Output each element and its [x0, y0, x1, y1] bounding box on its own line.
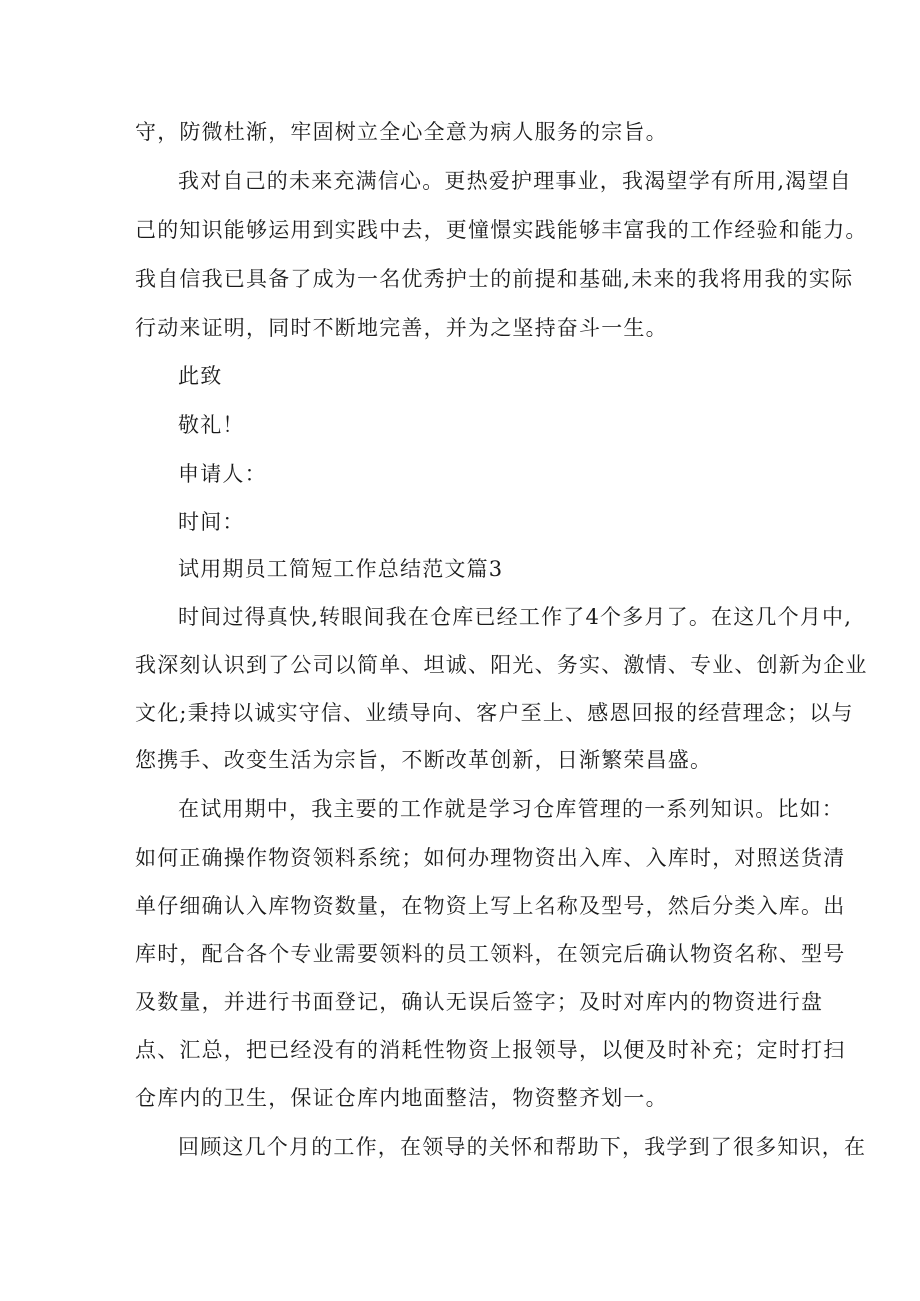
- closing-salutation: 此致: [178, 364, 223, 388]
- text-line: 己的知识能够运用到实践中去，更憧憬实践能够丰富我的工作经验和能力。: [135, 218, 868, 242]
- text-line: 在试用期中，我主要的工作就是学习仓库管理的一系列知识。比如：: [178, 797, 844, 821]
- text-line: 回顾这几个月的工作，在领导的关怀和帮助下，我学到了很多知识，在: [178, 1135, 867, 1159]
- text-line: 单仔细确认入库物资数量，在物资上写上名称及型号，然后分类入库。出: [135, 894, 846, 918]
- text-line: 行动来证明，同时不断地完善，并为之坚持奋斗一生。: [135, 316, 668, 340]
- text-line: 仓库内的卫生，保证仓库内地面整洁，物资整齐划一。: [135, 1086, 668, 1110]
- text-line: 点、汇总，把已经没有的消耗性物资上报领导，以便及时补充；定时打扫: [135, 1038, 846, 1062]
- text-line: 您携手、改变生活为宗旨，不断改革创新，日渐繁荣昌盛。: [135, 748, 713, 772]
- text-line: 我自信我已具备了成为一名优秀护士的前提和基础,未来的我将用我的实际: [135, 267, 854, 291]
- text-line: 守，防微杜渐，牢固树立全心全意为病人服务的宗旨。: [135, 120, 668, 144]
- text-line: 我深刻认识到了公司以简单、坦诚、阳光、务实、激情、专业、创新为企业: [135, 653, 868, 677]
- closing-respect: 敬礼！: [178, 413, 245, 437]
- section-heading: 试用期员工简短工作总结范文篇3: [178, 557, 504, 581]
- text-line: 文化;秉持以诚实守信、业绩导向、客户至上、感恩回报的经营理念；以与: [135, 701, 854, 725]
- text-line: 如何正确操作物资领料系统；如何办理物资出入库、入库时，对照送货清: [135, 846, 846, 870]
- text-line: 时间过得真快,转眼间我在仓库已经工作了4个多月了。在这几个月中,: [178, 605, 853, 629]
- text-line: 库时，配合各个专业需要领料的员工领料，在领完后确认物资名称、型号: [135, 942, 846, 966]
- date-label: 时间：: [178, 510, 245, 534]
- text-line: 及数量，并进行书面登记，确认无误后签字；及时对库内的物资进行盘: [135, 990, 824, 1014]
- text-line: 我对自己的未来充满信心。更热爱护理事业，我渴望学有所用,渴望自: [178, 169, 852, 193]
- applicant-label: 申请人：: [178, 462, 267, 486]
